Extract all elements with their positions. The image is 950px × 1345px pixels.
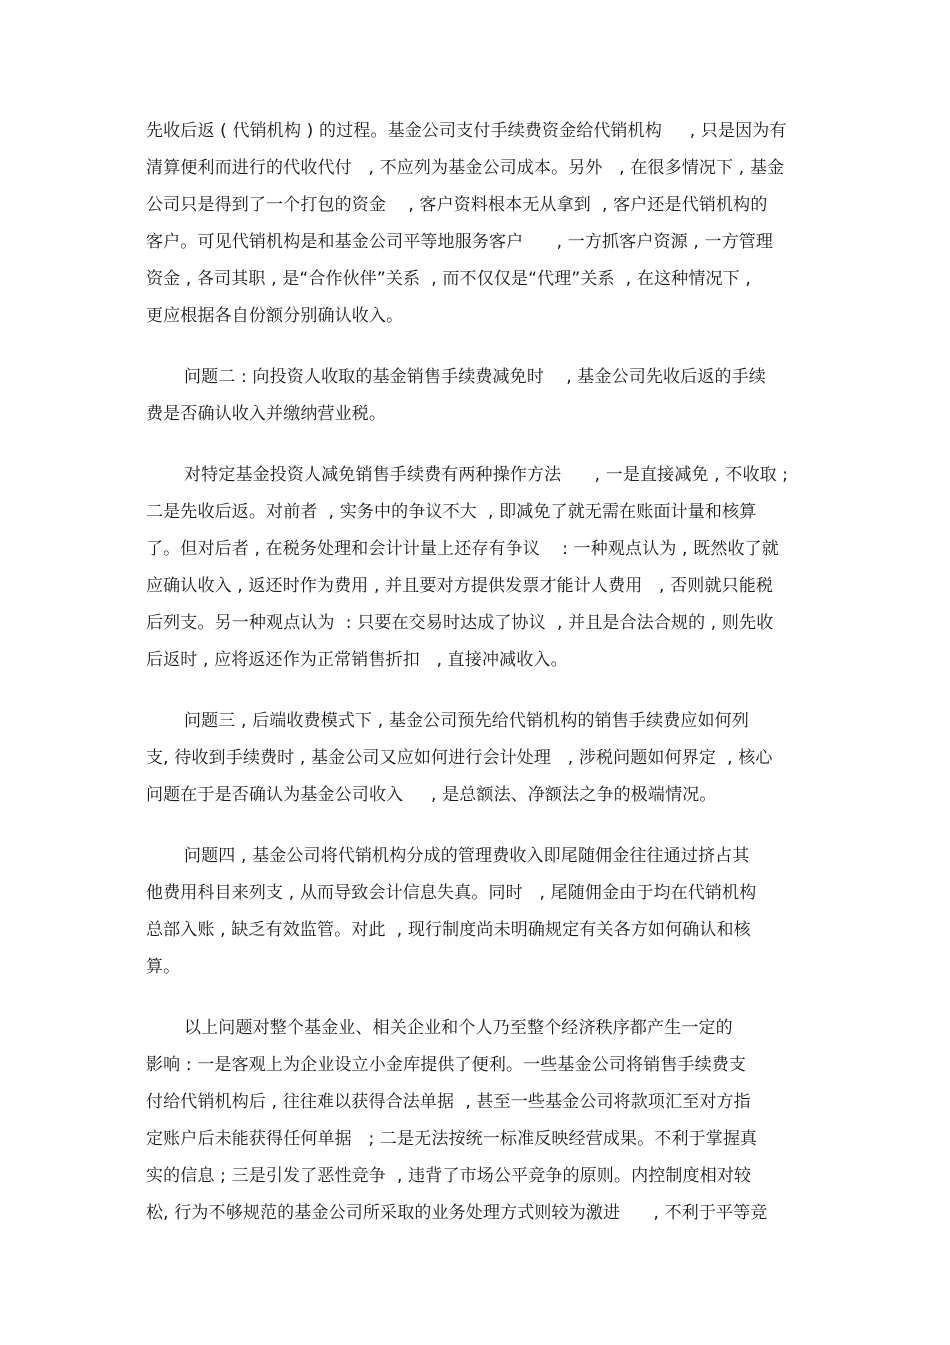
text-line: 总部入账 , 缺乏有效监管。对此 , 现行制度尚未明确规定有关各方如何确认和核 (146, 920, 751, 940)
text-line: 后返时 , 应将返还作为正常销售折扣 , 直接冲减收入。 (146, 650, 568, 670)
text-line: 资金 , 各司其职 , 是“合作伙伴”关系 , 而不仅仅是“代理”关系 , 在这种情况下 , (146, 269, 751, 289)
text-line: 付给代销机构后 , 往往难以获得合法单据 , 甚至一些基金公司将款项汇至对方指 (146, 1092, 751, 1112)
text-line: 他费用科目来列支 , 从而导致会计信息失真。同时 , 尾随佣金由于均在代销机构 (146, 883, 757, 903)
text-line: 公司只是得到了一个打包的资金 , 客户资料根本无从拿到 , 客户还是代销机构的 (146, 195, 768, 215)
text-line: 支, 待收到手续费时 , 基金公司又应如何进行会计处理 , 涉税问题如何界定 , 核心 (146, 748, 773, 768)
text-line: 对特定基金投资人减免销售手续费有两种操作方法 , 一是直接减免 , 不收取 ; (184, 465, 789, 485)
text-line: 应确认收入 , 返还时作为费用 , 并且要对方提供发票才能计人费用 , 否则就只能税 (146, 576, 774, 596)
text-line: 松, 行为不够规范的基金公司所采取的业务处理方式则较为激进 , 不利于平等竞 (146, 1203, 768, 1223)
text-line: 算。 (146, 957, 181, 977)
text-line: 影响 : 一是客观上为企业设立小金库提供了便利。一些基金公司将销售手续费支 (146, 1055, 747, 1075)
text-line: 问题四 , 基金公司将代销机构分成的管理费收入即尾随佣金往往通过挤占其 (184, 846, 750, 866)
text-line: 定账户后未能获得任何单据 ; 二是无法按统一标准反映经营成果。不利于掌握真 (146, 1129, 758, 1149)
text-line: 更应根据各自份额分别确认收入。 (146, 306, 404, 326)
text-line: 后列支。另一种观点认为 : 只要在交易时达成了协议 , 并且是合法合规的 , 则先收 (146, 613, 774, 633)
text-line: 二是先收后返。对前者 , 实务中的争议不大 , 即减免了就无需在账面计量和核算 (146, 502, 757, 522)
text-line: 实的信息 ; 三是引发了恶性竞争 , 违背了市场公平竞争的原则。内控制度相对较 (146, 1166, 752, 1186)
text-line: 客户。可见代销机构是和基金公司平等地服务客户 , 一方抓客户资源 , 一方管理 (146, 232, 774, 252)
text-line: 以上问题对整个基金业、相关企业和个人乃至整个经济秩序都产生一定的 (184, 1018, 733, 1038)
text-line: 先收后返 ( 代销机构 ) 的过程。基金公司支付手续费资金给代销机构 , 只是因为有 (146, 121, 787, 141)
text-line: 费是否确认收入并缴纳营业税。 (146, 404, 387, 424)
text-line: 清算便利而进行的代收代付 , 不应列为基金公司成本。另外 , 在很多情况下 , 基金 (146, 158, 785, 178)
text-line: 问题在于是否确认为基金公司收入 , 是总额法、净额法之争的极端情况。 (146, 785, 717, 805)
text-line: 问题三 , 后端收费模式下 , 基金公司预先给代销机构的销售手续费应如何列 (184, 711, 749, 731)
text-line: 了。但对后者 , 在税务处理和会计计量上还存有争议 : 一种观点认为 , 既然收了就 (146, 539, 779, 559)
text-line: 问题二 : 向投资人收取的基金销售手续费减免时 , 基金公司先收后返的手续 (184, 367, 766, 387)
